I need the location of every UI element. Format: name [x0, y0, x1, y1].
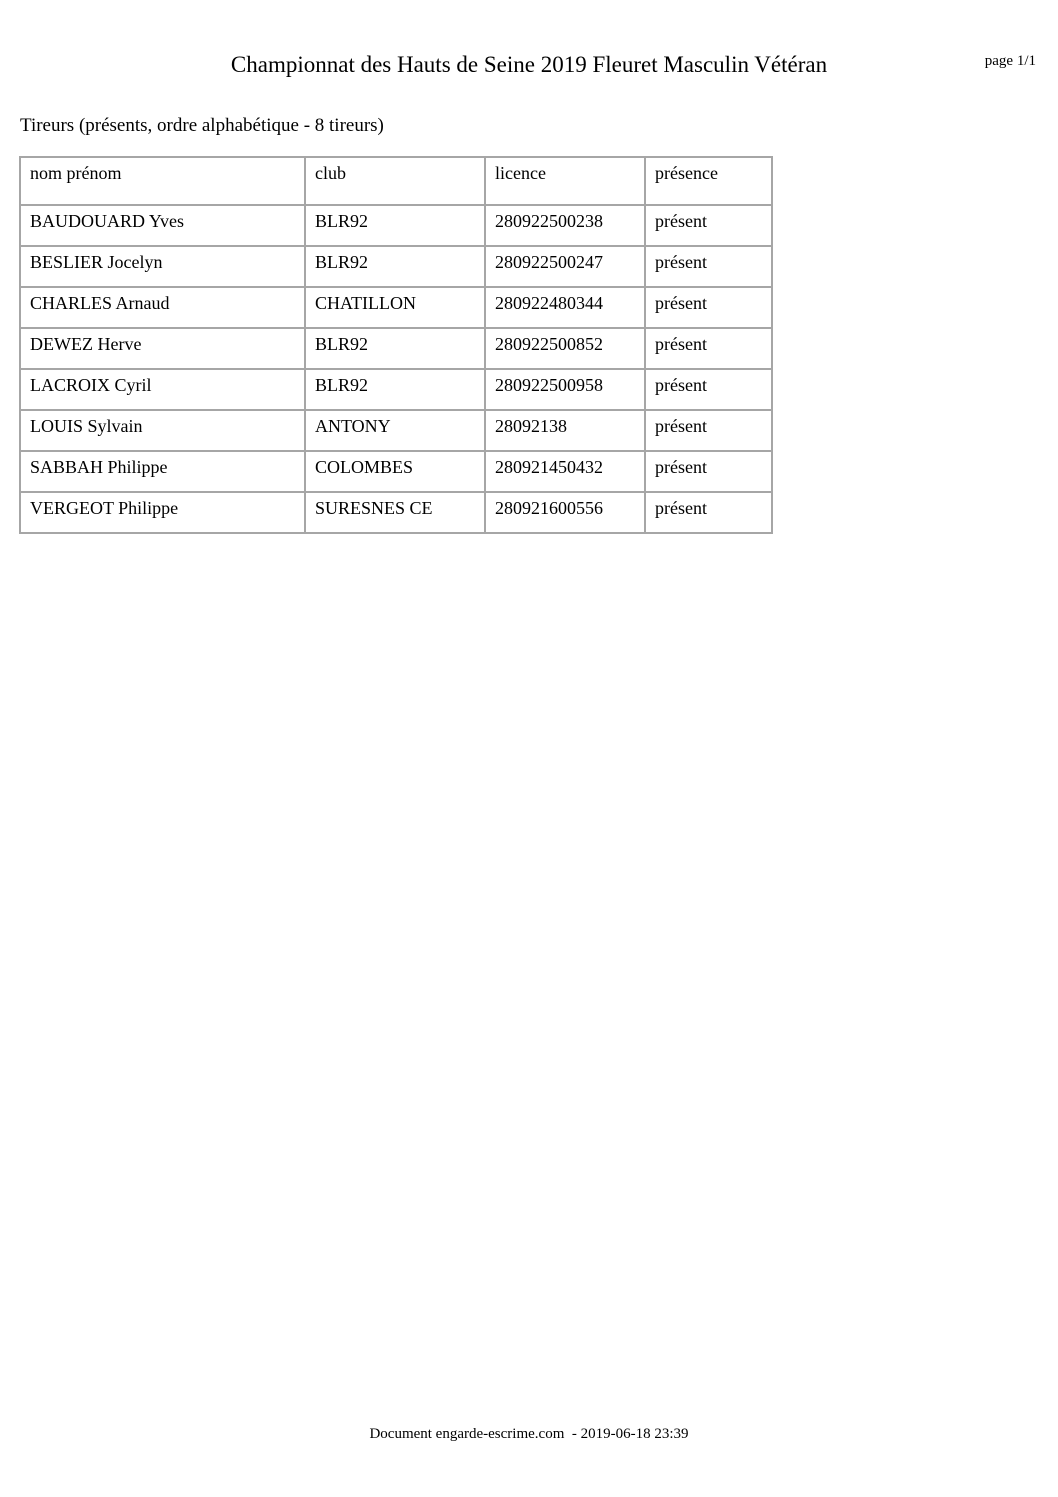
cell-name: BESLIER Jocelyn — [20, 246, 305, 287]
cell-licence: 280922500247 — [485, 246, 645, 287]
cell-name: BAUDOUARD Yves — [20, 205, 305, 246]
cell-club: BLR92 — [305, 246, 485, 287]
cell-presence: présent — [645, 492, 772, 533]
cell-club: COLOMBES — [305, 451, 485, 492]
table-row — [20, 451, 772, 492]
cell-licence: 280922500852 — [485, 328, 645, 369]
document-title: Championnat des Hauts de Seine 2019 Fleuret Masculin Vétéran — [230, 52, 828, 77]
cell-presence: présent — [645, 287, 772, 328]
cell-presence: présent — [645, 328, 772, 369]
fencers-table — [19, 156, 773, 534]
cell-name: VERGEOT Philippe — [20, 492, 305, 533]
cell-licence: 280921450432 — [485, 451, 645, 492]
cell-club: SURESNES CE — [305, 492, 485, 533]
cell-presence: présent — [645, 451, 772, 492]
cell-name: LOUIS Sylvain — [20, 410, 305, 451]
cell-licence: 28092138 — [485, 410, 645, 451]
column-header-name: nom prénom — [20, 157, 305, 205]
page-number: page 1/1 — [984, 53, 1036, 69]
column-header-club: club — [305, 157, 485, 205]
cell-licence: 280921600556 — [485, 492, 645, 533]
cell-licence: 280922480344 — [485, 287, 645, 328]
table-row — [20, 246, 772, 287]
column-header-presence: présence — [645, 157, 772, 205]
table-header-row — [20, 157, 772, 205]
table-row — [20, 410, 772, 451]
cell-club: ANTONY — [305, 410, 485, 451]
cell-presence: présent — [645, 369, 772, 410]
cell-name: CHARLES Arnaud — [20, 287, 305, 328]
table-row — [20, 287, 772, 328]
cell-presence: présent — [645, 410, 772, 451]
cell-licence: 280922500238 — [485, 205, 645, 246]
table-row — [20, 205, 772, 246]
cell-name: SABBAH Philippe — [20, 451, 305, 492]
cell-club: BLR92 — [305, 328, 485, 369]
cell-club: BLR92 — [305, 369, 485, 410]
cell-presence: présent — [645, 205, 772, 246]
cell-name: LACROIX Cyril — [20, 369, 305, 410]
table-row — [20, 492, 772, 533]
cell-licence: 280922500958 — [485, 369, 645, 410]
table-row — [20, 369, 772, 410]
cell-presence: présent — [645, 246, 772, 287]
cell-name: DEWEZ Herve — [20, 328, 305, 369]
cell-club: CHATILLON — [305, 287, 485, 328]
section-heading: Tireurs (présents, ordre alphabétique - 8 tireurs) — [20, 115, 384, 136]
column-header-licence: licence — [485, 157, 645, 205]
cell-club: BLR92 — [305, 205, 485, 246]
document-footer: Document engarde-escrime.com - 2019-06-18 23:39 — [369, 1426, 689, 1442]
table-row — [20, 328, 772, 369]
